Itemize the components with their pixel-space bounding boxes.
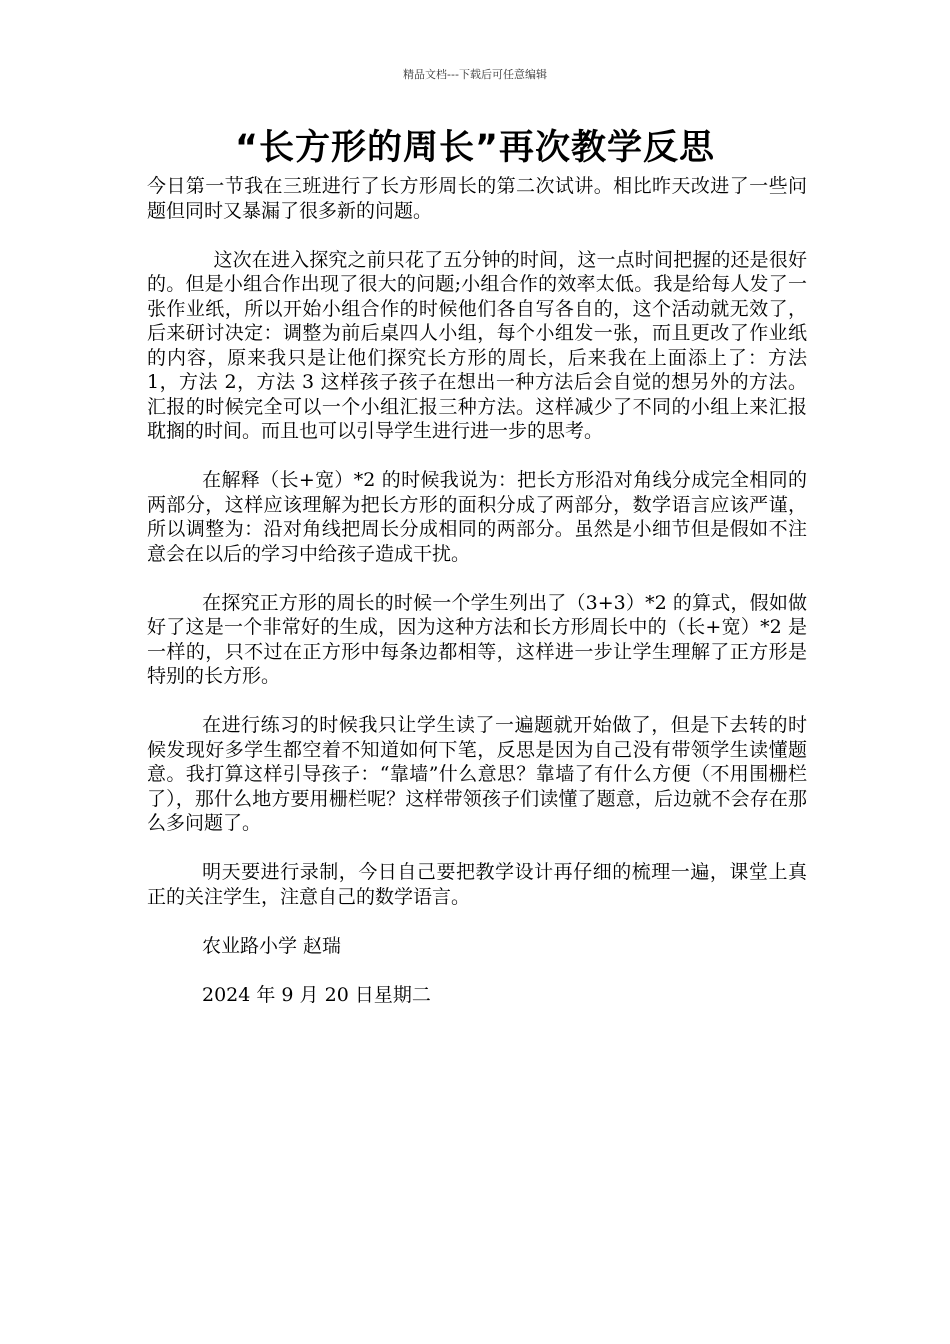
paragraph-intro: 今日第一节我在三班进行了长方形周长的第二次试讲。相比昨天改进了一些问题但同时又暴漏了很多新的问题。 [147, 175, 807, 222]
paragraph-practice: 在进行练习的时候我只让学生读了一遍题就开始做了，但是下去转的时候发现好多学生都空着不知道如何下笔，反思是因为自己没有带领学生读懂题意。我打算这样引导孩子：“靠墙”什么意思？靠墙了有什么方便（不用围栅栏了），那什么地方要用栅栏呢？这样带领孩子们读懂了题意，后边就不会存在那么多问题了。 [147, 714, 807, 834]
paragraph-plan: 明天要进行录制，今日自己要把教学设计再仔细的梳理一遍，课堂上真正的关注学生，注意自己的数学语言。 [147, 861, 807, 908]
paragraph-square-perimeter: 在探究正方形的周长的时候一个学生列出了（3+3）*2 的算式，假如做好了这是一个非常好的生成，因为这种方法和长方形周长中的（长+宽）*2 是一样的，只不过在正方形中每条边都相等，这样进一步让学生理解了正方形是特别的长方形。 [147, 591, 807, 687]
page-header: 精品文档---下载后可任意编辑 [403, 68, 547, 81]
paragraph-group-work: 这次在进入探究之前只花了五分钟的时间，这一点时间把握的还是很好的。但是小组合作出现了很大的问题;小组合作的效率太低。我是给每人发了一张作业纸，所以开始小组合作的时候他们各自写各自的，这个活动就无效了，后来研讨决定：调整为前后桌四人小组，每个小组发一张，而且更改了作业纸的内容，原来我只是让他们探究长方形的周长，后来我在上面添上了：方法 1，方法 2，方法 3 这样孩子孩子在想出一种方法后会自觉的想另外的方法。汇报的时候完全可以一个小组汇报三种方法。这样减少了不同的小组上来汇报耽搁的时间。而且也可以引导学生进行进一步的思考。 [147, 248, 807, 442]
document-body [147, 174, 807, 1032]
date: 2024 年 9 月 20 日星期二 [202, 983, 431, 1006]
document-title: “长方形的周长”再次教学反思 [234, 128, 715, 168]
signature: 农业路小学 赵瑞 [202, 934, 342, 957]
paragraph-explanation: 在解释（长+宽）*2 的时候我说为：把长方形沿对角线分成完全相同的两部分，这样应该理解为把长方形的面积分成了两部分，数学语言应该严谨，所以调整为：沿对角线把周长分成相同的两部分。虽然是小细节但是假如不注意会在以后的学习中给孩子造成干扰。 [147, 469, 807, 565]
